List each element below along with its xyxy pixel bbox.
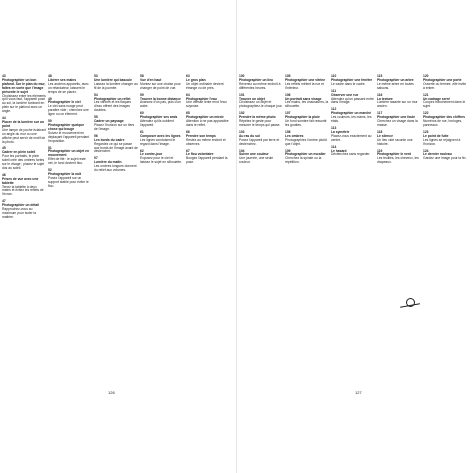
- entry-body: Les lignes se rejoignent à l'horizon.: [423, 137, 462, 146]
- text-entry: [2, 174, 46, 197]
- text-entry: [239, 94, 283, 110]
- entry-heading: 105 Photographier une vitrine: [285, 74, 326, 82]
- entry-body: Ouverte ou fermée, elle invite à entrer.: [423, 81, 467, 90]
- entry-heading: 64 Photographier l'eau: [186, 92, 217, 101]
- entry-body: Posez l'appareil sur un support stable pour éviter le flou.: [48, 175, 90, 188]
- entry-heading: 102 Prendre la même photo: [239, 111, 276, 120]
- entry-heading: 47 Photographier un détail: [2, 199, 39, 208]
- entry-heading: 55 Cadrer un paysage: [94, 115, 124, 124]
- entry-body: Choisissez entre les éléments qu'il vous faut, l'appareil posé au sol, la lumière tombant en plein sur le plafond avec un angle.: [2, 93, 47, 114]
- entry-heading: 124 Le dernier rouleau: [423, 148, 452, 157]
- entry-heading: 45 Cadrer en plein soleil: [2, 146, 36, 155]
- text-entry: [48, 75, 92, 95]
- entry-heading: 58 Vue d'en haut: [140, 74, 162, 82]
- entry-body: Posez l'appareil par terre et déclenchez.: [239, 137, 281, 146]
- text-entry: [377, 112, 421, 128]
- entry-heading: 56 Les bords du cadre: [94, 133, 125, 142]
- text-entry: [140, 131, 184, 147]
- entry-body: Cherchez un visage dans la masse.: [377, 119, 419, 127]
- entry-body: Placez l'horizon sur un tiers de l'image.: [94, 122, 136, 131]
- entry-body: Tenez la tablette à deux mains et évitez les reflets de l'écran.: [2, 184, 45, 197]
- text-entry: [285, 94, 329, 110]
- entry-heading: 120 Photographier une porte: [423, 74, 462, 82]
- text-entry: [140, 94, 184, 110]
- text-entry: [377, 75, 421, 91]
- text-entry: [377, 131, 421, 147]
- entry-heading: 63 Le gros plan: [186, 74, 206, 82]
- entry-body: Cherchez la spirale ou la répétition.: [285, 156, 323, 165]
- text-entry: [285, 112, 329, 128]
- entry-body: Les anciens appareils, avec un retardateur, laissent le temps de se placer.: [48, 81, 90, 94]
- entry-body: Une journée, une seule couleur.: [239, 156, 275, 165]
- left-column-1: [2, 75, 46, 375]
- entry-heading: 123 Le point de fuite: [423, 129, 449, 138]
- entry-body: Effet de filé : le sujet reste net, le fond devient flou.: [48, 157, 87, 166]
- entry-heading: 103 Au ras du sol: [239, 129, 260, 138]
- text-entry: [186, 131, 230, 147]
- text-entry: [94, 116, 138, 132]
- right-page: [237, 0, 473, 473]
- text-entry: [94, 157, 138, 173]
- entry-heading: 109 Photographier un escalier: [285, 148, 326, 157]
- text-entry: [2, 200, 46, 220]
- text-entry: [94, 135, 138, 155]
- entry-heading: 48 Libérer ses mains: [48, 74, 77, 82]
- entry-body: Une lampe de poche éclairant un angle du mur ou une affiche peut servir de motif de la photo.: [2, 127, 47, 144]
- text-entry: [2, 147, 46, 170]
- entry-heading: 50 Photographier quelque chose qui bouge: [48, 119, 85, 131]
- entry-heading: 106 Un portrait sans visage: [285, 92, 322, 101]
- entry-body: Laissez la lumière changer au fil de la journée.: [94, 81, 139, 90]
- entry-heading: 43 Photographier un bon plafond. Sur le plan du mur, faites en sorte que l'image présente le sujet: [2, 74, 46, 94]
- right-column-1: [239, 75, 283, 375]
- entry-body: Les couleurs, les mains, les étals.: [331, 115, 373, 124]
- text-entry: [377, 94, 421, 110]
- text-entry: [239, 75, 283, 91]
- entry-body: Les reflets mêlent la rue et l'intérieur.: [285, 81, 325, 90]
- text-entry: [186, 150, 230, 166]
- entry-body: Les lignes conduisent le regard dans l'image.: [140, 137, 177, 146]
- left-column-4: [140, 75, 184, 375]
- text-entry: [423, 131, 467, 147]
- text-entry: [423, 94, 467, 110]
- entry-body: Revenez au même endroit à différentes heures.: [239, 81, 282, 90]
- entry-body: Montez sur une chaise pour changer de point de vue.: [140, 81, 182, 90]
- entry-body: Les ombres longues donnent du relief aux volumes.: [94, 164, 138, 173]
- left-page-number: 126: [108, 390, 115, 395]
- entry-body: Attendez qu'un passant entre dans l'image.: [331, 96, 375, 105]
- text-entry: [331, 90, 375, 106]
- entry-body: Déclenchez sans regarder.: [331, 152, 371, 157]
- right-column-4: [377, 75, 421, 375]
- entry-body: Placez-vous exactement au centre.: [331, 133, 373, 142]
- entry-body: Les feuilles, les cheveux, les drapeaux.: [377, 156, 420, 165]
- entry-heading: 66 Prendre son temps: [186, 129, 216, 138]
- entry-body: Attention à ne pas apparaître dans le reflet.: [186, 119, 230, 127]
- entry-body: Regardez ce qui se passe aux bords de l'image avant de déclencher.: [94, 141, 139, 154]
- text-entry: [423, 150, 467, 162]
- text-entry: [186, 112, 230, 128]
- entry-heading: 115 Photographier un arbre: [377, 74, 414, 82]
- entry-heading: 108 Les ombres: [285, 129, 304, 138]
- entry-heading: 51 Photographier un objet en mouvement: [48, 145, 90, 158]
- text-entry: [285, 150, 329, 166]
- entry-heading: 44 Placer de la lumière sur un point: [2, 116, 44, 128]
- entry-heading: 62 Le contre-jour: [140, 148, 163, 157]
- entry-body: Le cadre dans le cadre.: [331, 81, 366, 86]
- entry-heading: 65 Photographier un miroir: [186, 111, 224, 120]
- entry-heading: 121 Un cadrage serré: [423, 92, 450, 101]
- entry-heading: 57 Lumière du matin: [94, 156, 122, 165]
- entry-body: Photographiez l'ombre plutôt que l'objet.: [285, 137, 328, 146]
- left-page: [0, 0, 236, 473]
- entry-heading: 110 Photographier une fenêtre: [331, 74, 373, 82]
- text-entry: [48, 169, 92, 189]
- text-entry: [331, 127, 375, 143]
- entry-heading: 113 La symétrie: [331, 125, 350, 134]
- text-entry: [140, 75, 184, 91]
- text-entry: [186, 94, 230, 110]
- entry-heading: 100 Photographier un lieu: [239, 74, 274, 82]
- entry-heading: 118 Le silence: [377, 129, 393, 138]
- entry-heading: 116 La texture: [377, 92, 393, 101]
- left-column-5: [186, 75, 230, 375]
- text-entry: [48, 147, 92, 167]
- entry-heading: 117 Photographier une foule: [377, 111, 416, 120]
- entry-heading: 60 Photographier ses amis: [140, 111, 178, 120]
- text-entry: [48, 98, 92, 118]
- entry-body: Avancez d'un pas, puis d'un autre.: [140, 100, 182, 109]
- entry-heading: 111 Observer une rue: [331, 88, 359, 97]
- entry-heading: 59 Trouver la bonne distance: [140, 92, 181, 101]
- text-entry: [239, 150, 283, 166]
- right-column-3: [331, 75, 375, 375]
- text-entry: [2, 117, 46, 144]
- entry-body: Les vitrines et les flaques d'eau offrent des images doubles.: [94, 100, 132, 113]
- entry-heading: 61 Composer avec les lignes: [140, 129, 181, 138]
- entry-heading: 54 Photographier un reflet: [94, 92, 131, 101]
- entry-body: Un lieu vide raconte une histoire.: [377, 137, 414, 146]
- entry-body: Restez au même endroit et observez.: [186, 137, 227, 146]
- text-entry: [94, 75, 138, 91]
- entry-heading: 107 Photographier la pluie: [285, 111, 320, 120]
- entry-body: Le même arbre en toutes saisons.: [377, 81, 415, 90]
- left-column-2: [48, 75, 92, 375]
- entry-body: Attendez qu'ils oublient l'appareil.: [140, 119, 175, 127]
- entry-body: Les mains, les chaussures, la silhouette.: [285, 100, 330, 109]
- left-column-3: [94, 75, 138, 375]
- text-entry: [423, 112, 467, 128]
- entry-body: Un objet ordinaire devient étrange vu de près.: [186, 81, 225, 90]
- entry-body: Répétez le geste pour mesurer le temps qui passe.: [239, 119, 281, 127]
- entry-heading: 46 Prises de vue avec une tablette: [2, 172, 39, 185]
- right-column-5: [423, 75, 467, 375]
- entry-heading: 119 Photographier le vent: [377, 148, 411, 157]
- entry-body: Exposez pour le ciel et laissez le sujet en silhouette.: [140, 156, 182, 165]
- text-entry: [140, 112, 184, 128]
- entry-heading: 67 Le flou volontaire: [186, 148, 214, 157]
- entry-body: Numéros de rue, horloges, panneaux.: [423, 119, 463, 127]
- text-entry: [186, 75, 230, 91]
- right-column-2: [285, 75, 329, 375]
- text-entry: [239, 131, 283, 147]
- entry-body: Pour les portraits, le plein soleil crée des ombres fortes sur le visage ; placez le sujet dos au soleil.: [2, 154, 46, 170]
- text-entry: [239, 112, 283, 128]
- text-entry: [140, 150, 184, 166]
- text-entry: [94, 94, 138, 114]
- right-page-number: 127: [355, 390, 362, 395]
- entry-body: Gardez une image pour la fin.: [423, 156, 467, 161]
- entry-body: Suivez le mouvement en déplaçant l'appareil pendant l'exposition.: [48, 130, 91, 143]
- entry-body: Une vitesse lente rend l'eau soyeuse.: [186, 100, 228, 109]
- entry-body: Coupez franchement dans le sujet.: [423, 100, 467, 109]
- entry-heading: 53 Une lumière qui bascule: [94, 74, 132, 82]
- entry-body: Bougez l'appareil pendant la pose.: [186, 156, 229, 165]
- text-entry: [285, 75, 329, 91]
- text-entry: [48, 120, 92, 143]
- text-entry: [285, 131, 329, 147]
- text-entry: [2, 75, 46, 114]
- entry-heading: 49 Photographier le ciel: [48, 96, 81, 105]
- entry-heading: 52 Photographier la nuit: [48, 168, 82, 176]
- text-entry: [377, 150, 421, 166]
- text-entry: [331, 108, 375, 124]
- entry-heading: 101 Trouver un objet: [239, 92, 265, 101]
- text-entry: [423, 75, 467, 91]
- entry-body: Choisissez un objet et photographiez-le chaque jour.: [239, 100, 283, 109]
- text-entry: [331, 75, 375, 87]
- text-entry: [331, 146, 375, 158]
- entry-heading: 112 Photographier un marché: [331, 107, 372, 116]
- entry-heading: 114 Le hasard: [331, 144, 347, 153]
- entry-body: Rapprochez-vous au maximum pour isoler la matière.: [2, 207, 37, 219]
- entry-heading: 104 Suivre une couleur: [239, 148, 269, 157]
- entry-body: Un fond sombre fait ressortir les gouttes.: [285, 119, 328, 127]
- entry-body: Le ciel sans nuage peut paraître vide ; cherchez une ligne ou un élément.: [48, 104, 90, 117]
- entry-body: Lumière rasante sur un mur ancien.: [377, 100, 419, 109]
- entry-heading: 122 Photographier des chiffres: [423, 111, 465, 120]
